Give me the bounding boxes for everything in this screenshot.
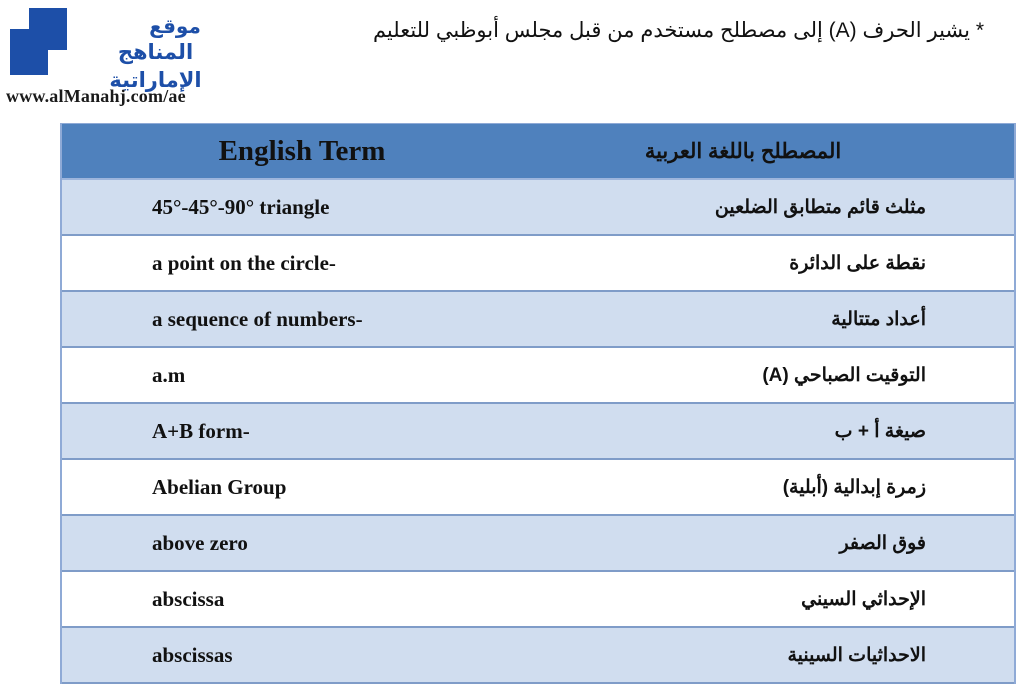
arabic-term: زمرة إبدالية (أبلية) (782, 476, 926, 498)
table-row (62, 628, 1014, 684)
english-term: abscissas (152, 642, 233, 667)
english-term: abscissa (152, 586, 225, 611)
arabic-term: صيغة أ + ب (834, 420, 926, 442)
english-term: Abelian Group (152, 474, 287, 499)
site-logo (0, 0, 240, 110)
table-row (62, 348, 1014, 404)
english-term: above zero (152, 530, 248, 555)
abbreviation-note: * يشير الحرف (A) إلى مصطلح مستخدم من قبل مجلس أبوظبي للتعليم (372, 19, 984, 42)
logo-title-line1: موقع (149, 14, 201, 38)
glossary-table (60, 123, 1016, 684)
table-row (62, 516, 1014, 572)
arabic-term: فوق الصفر (839, 532, 926, 554)
table-row (62, 404, 1014, 460)
header-english-term: English Term (218, 134, 386, 167)
table-row (62, 572, 1014, 628)
logo-title-line2: المناهج الإماراتية (109, 40, 202, 92)
english-term: a sequence of numbers- (152, 306, 363, 331)
arabic-term: الإحداثي السيني (801, 588, 926, 610)
table-row (62, 180, 1014, 236)
arabic-term: الاحداثيات السينية (787, 644, 926, 666)
table-header-row (62, 124, 1014, 180)
arabic-term: مثلث قائم متطابق الضلعين (714, 196, 926, 218)
table-row (62, 236, 1014, 292)
table-row (62, 460, 1014, 516)
english-term: a.m (152, 362, 186, 387)
english-term: A+B form- (152, 418, 250, 443)
english-term: a point on the circle- (152, 250, 336, 275)
arabic-term: نقطة على الدائرة (789, 252, 926, 274)
arabic-term: التوقيت الصباحي (A) (762, 364, 926, 386)
table-row (62, 292, 1014, 348)
arabic-term: أعداد متتالية (831, 308, 926, 330)
logo-url[interactable]: www.alManahj.com/ae (6, 86, 186, 106)
english-term: 45°-45°-90° triangle (152, 194, 330, 219)
logo-mark-icon (0, 0, 80, 80)
header-arabic-term: المصطلح باللغة العربية (644, 139, 842, 163)
